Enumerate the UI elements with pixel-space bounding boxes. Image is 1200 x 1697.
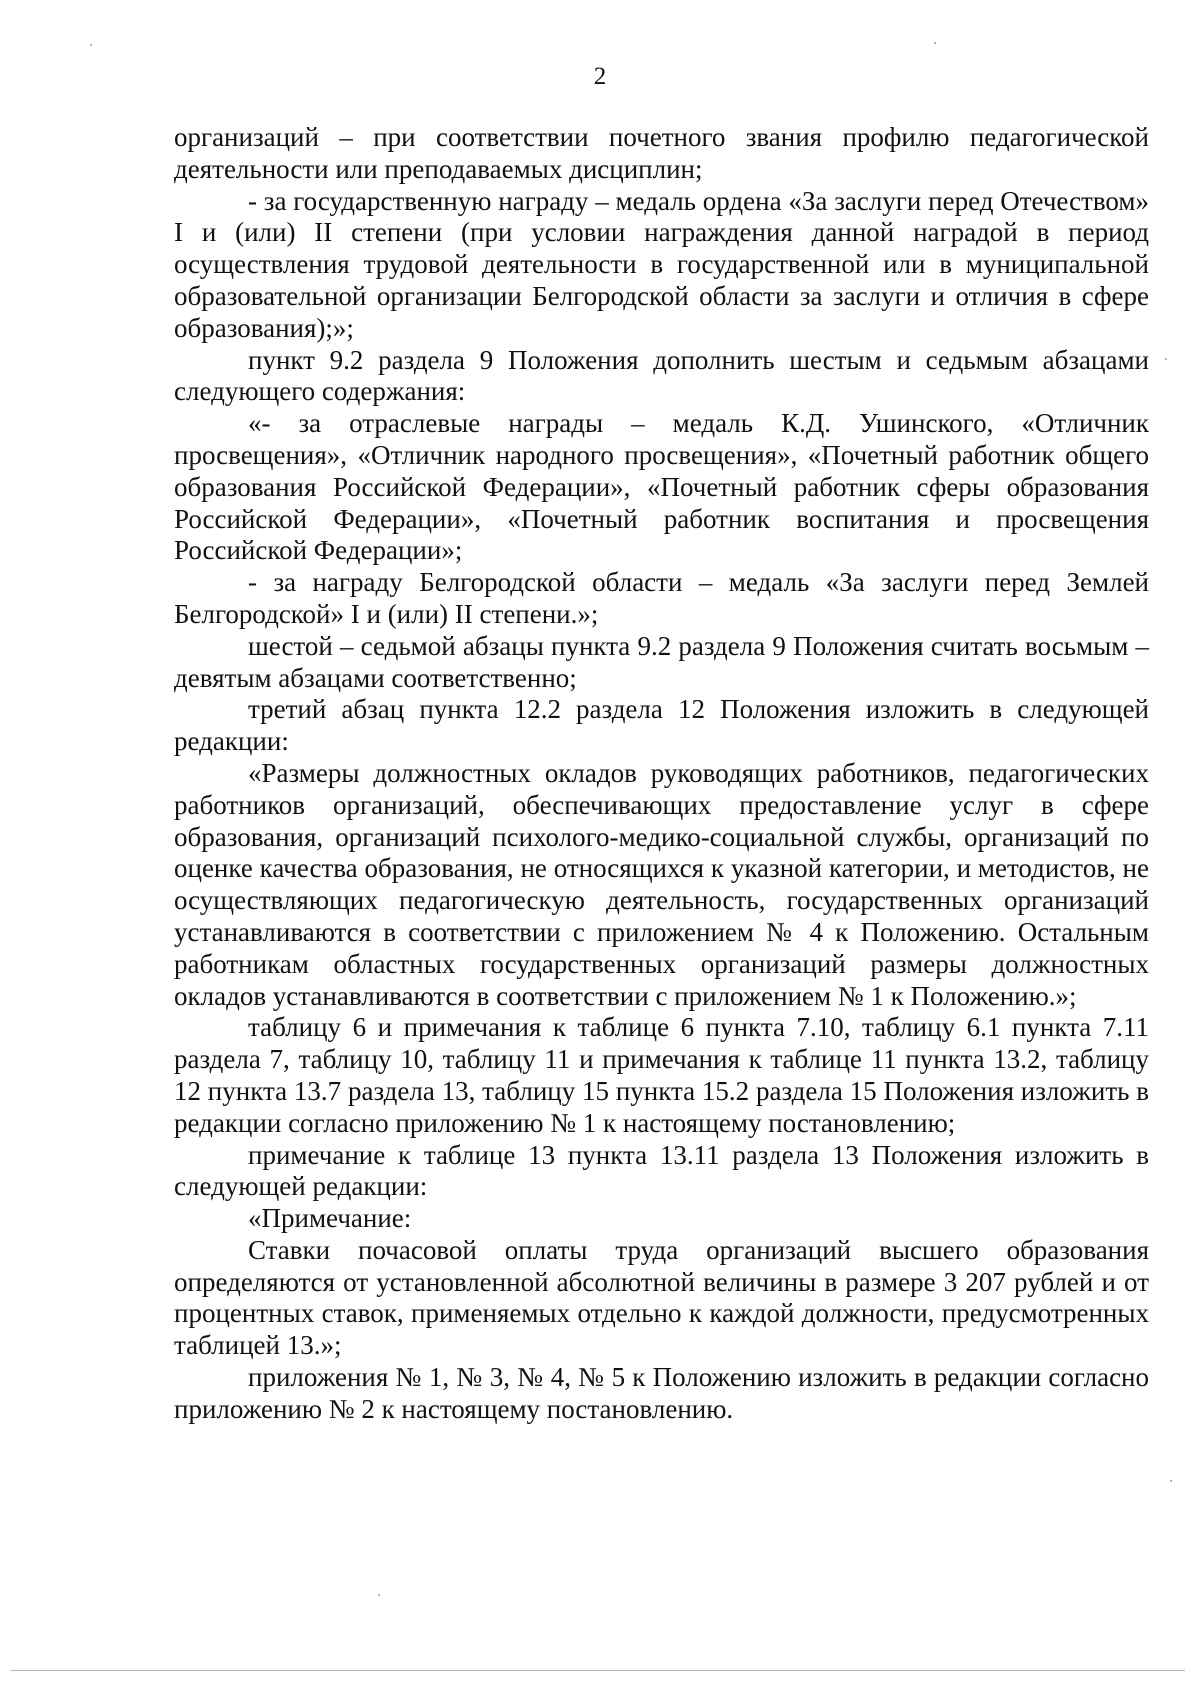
page-number: 2 <box>593 63 607 90</box>
scan-edge-line <box>10 1670 1185 1671</box>
paragraph-2: - за государственную награду – медаль ордена «За заслуги перед Отечеством» I и (или) II степени (при условии награждения данной наградой в период осуществления трудовой деятельности в государственной или в муниципальной образовательной организации Белгородской области за заслуги и отличия в сфере образования);»; <box>174 185 1149 343</box>
paragraph-10: примечание к таблице 13 пункта 13.11 раздела 13 Положения изложить в следующей редакции: <box>174 1139 1149 1202</box>
scan-speck <box>378 1594 380 1596</box>
paragraph-11: «Примечание: <box>248 1203 412 1234</box>
paragraph-13: приложения № 1, № 3, № 4, № 5 к Положению изложить в редакции согласно приложению № 2 к настоящему постановлению. <box>174 1362 1149 1424</box>
paragraph-1: организаций – при соответствии почетного звания профилю педагогической деятельности или преподаваемых дисциплин; <box>174 122 1149 184</box>
paragraph-9: таблицу 6 и примечания к таблице 6 пункта 7.10, таблицу 6.1 пункта 7.11 раздела 7, таблицу 10, таблицу 11 и примечания к таблице 11 пункта 13.2, таблицу 12 пункта 13.7 раздела 13, таблицу 15 пункта 15.2 раздела 15 Положения изложить в редакции согласно приложению № 1 к настоящему постановлению; <box>174 1012 1149 1138</box>
paragraph-6: шестой – седьмой абзацы пункта 9.2 раздела 9 Положения считать восьмым – девятым абзацами соответственно; <box>174 630 1149 693</box>
scan-speck <box>90 44 92 46</box>
scan-speck <box>1170 1480 1172 1482</box>
paragraph-3: пункт 9.2 раздела 9 Положения дополнить шестым и седьмым абзацами следующего содержания: <box>174 344 1149 407</box>
paragraph-12: Ставки почасовой оплаты труда организаций высшего образования определяются от установленной абсолютной величины в размере 3 207 рублей и от процентных ставок, применяемых отдельно к каждой должности, предусмотренных таблицей 13.»; <box>174 1234 1149 1361</box>
document-body <box>174 122 1149 1426</box>
scan-speck <box>1165 358 1167 360</box>
paragraph-7: третий абзац пункта 12.2 раздела 12 Положения изложить в следующей редакции: <box>174 694 1149 757</box>
scan-speck <box>934 42 936 44</box>
paragraph-5: - за награду Белгородской области – медаль «За заслуги перед Землей Белгородской» I и (или) II степени.»; <box>174 567 1149 629</box>
paragraph-8: «Размеры должностных окладов руководящих работников, педагогических работников организаций, обеспечивающих предоставление услуг в сфере образования, организаций психолого-медико-социальной службы, организаций по оценке качества образования, не относящихся к указной категории, и методистов, не осуществляющих педагогическую деятельность, государственных организаций устанавливаются в соответствии с приложением № 4 к Положению. Остальным работникам областных государственных организаций размеры должностных окладов устанавливаются в соответствии с приложением № 1 к Положению.»; <box>174 757 1149 1011</box>
paragraph-4: «- за отраслевые награды – медаль К.Д. Ушинского, «Отличник просвещения», «Отличник народного просвещения», «Почетный работник общего образования Российской Федерации», «Почетный работник сферы образования Российской Федерации», «Почетный работник воспитания и просвещения Российской Федерации»; <box>174 408 1149 566</box>
